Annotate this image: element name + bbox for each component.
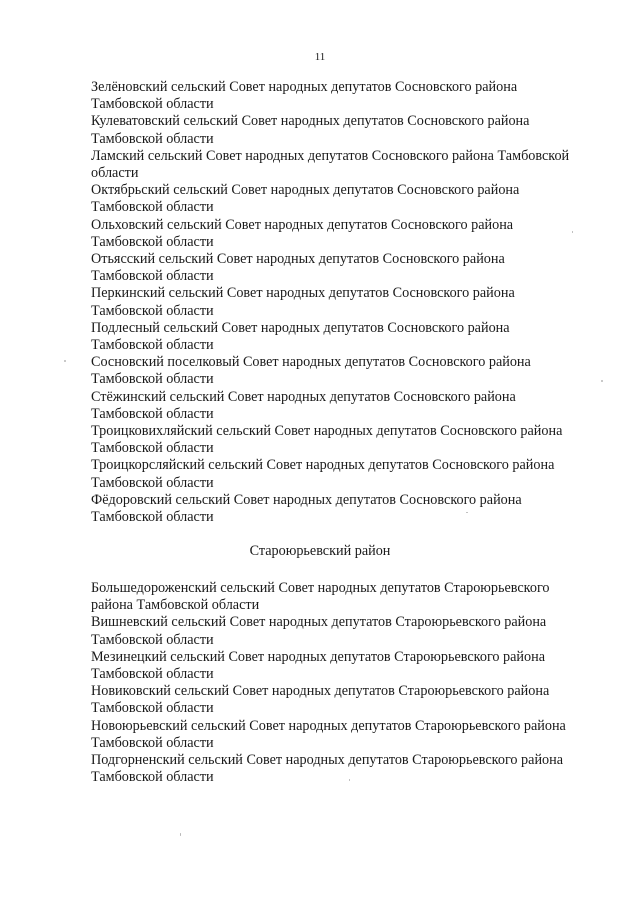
list-item: Октябрьский сельский Совет народных депутатов Сосновского района Тамбовской области [91, 182, 520, 216]
list-item: Отьясский сельский Совет народных депутатов Сосновского района Тамбовской области [91, 251, 505, 285]
scan-speck [572, 231, 573, 233]
list-item: Новоюрьевский сельский Совет народных депутатов Староюрьевского района Тамбовской области [91, 717, 566, 751]
list-item: Троицкорсляйский сельский Совет народных депутатов Сосновского района Тамбовской области [91, 457, 555, 491]
list-item: Фёдоровский сельский Совет народных депутатов Сосновского района Тамбовской области [91, 491, 522, 526]
list-item: Перкинский сельский Совет народных депутатов Сосновского района Тамбовской области [91, 285, 515, 319]
scan-speck [601, 380, 603, 382]
list-item: Подгорненский сельский Совет народных депутатов Староюрьевского района Тамбовской области [91, 752, 564, 786]
list-item: Мезинецкий сельский Совет народных депутатов Староюрьевского района Тамбовской области [91, 648, 546, 683]
staroyurievsky-council-list [91, 580, 621, 786]
list-item: Подлесный сельский Совет народных депутатов Сосновского района Тамбовской области [91, 319, 510, 354]
sosnovsky-council-list [91, 79, 621, 526]
list-item: Кулеватовский сельский Совет народных депутатов Сосновского района Тамбовской области [91, 113, 530, 147]
section-heading: Староюрьевский район [249, 543, 391, 559]
list-item: Большедороженский сельский Совет народных депутатов Староюрьевского района Тамбовской области [91, 580, 550, 614]
list-item: Стёжинский сельский Совет народных депутатов Сосновского района Тамбовской области [91, 388, 516, 422]
list-item: Ламский сельский Совет народных депутатов Сосновского района Тамбовской области [91, 147, 570, 182]
page-number: 11 [314, 51, 326, 63]
scan-speck [64, 360, 66, 362]
list-item: Сосновский поселковый Совет народных депутатов Сосновского района Тамбовской области [91, 354, 531, 388]
list-item: Зелёновский сельский Совет народных депутатов Сосновского района Тамбовской области [91, 79, 518, 113]
scan-speck [180, 833, 181, 836]
list-item: Троицковихляйский сельский Совет народных депутатов Сосновского района Тамбовской области [91, 423, 563, 457]
list-item: Ольховский сельский Совет народных депутатов Сосновского района Тамбовской области [91, 216, 514, 250]
scan-speck [466, 512, 468, 513]
list-item: Вишневский сельский Совет народных депутатов Староюрьевского района Тамбовской области [91, 614, 547, 648]
list-item: Новиковский сельский Совет народных депутатов Староюрьевского района Тамбовской области [91, 683, 550, 717]
scan-speck [349, 779, 350, 781]
